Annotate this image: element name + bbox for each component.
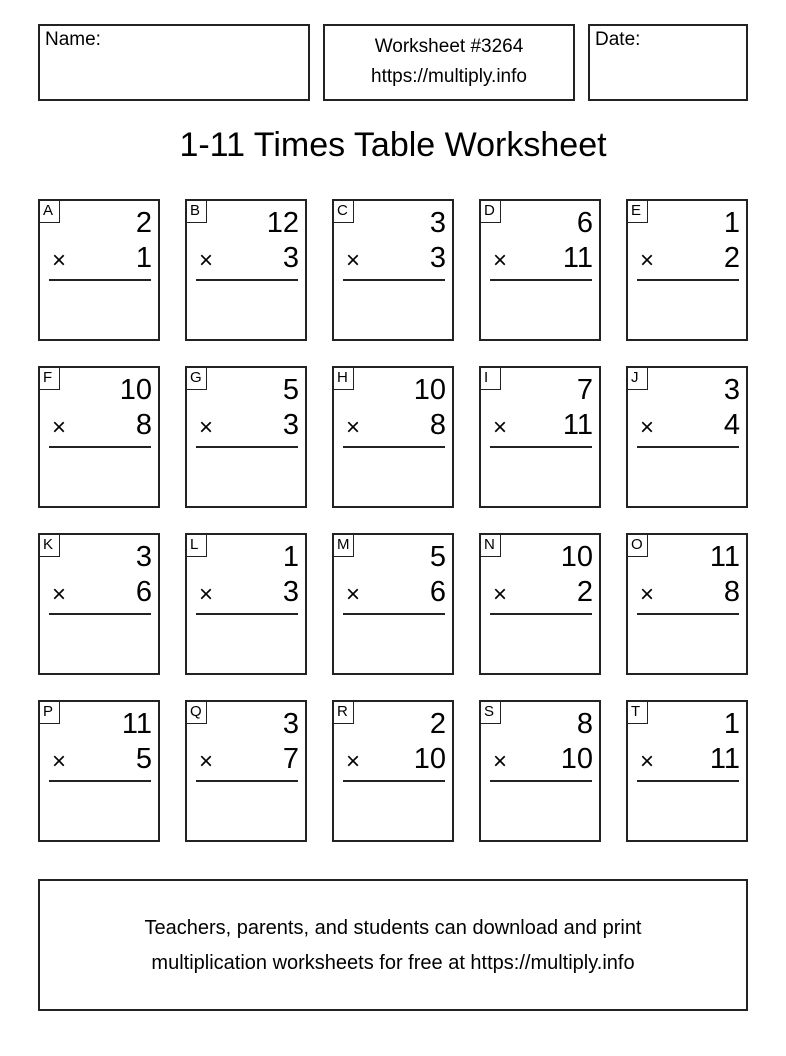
multiplier: 11 [562,409,593,441]
problem-letter: T [628,702,648,724]
multiplier: 4 [723,409,740,441]
times-sign: × [640,748,655,775]
answer-line [49,613,151,615]
problem-letter: D [481,201,501,223]
multiplier: 8 [723,576,740,608]
problem-letter: R [334,702,354,724]
times-sign: × [493,581,508,608]
footer-box [38,879,748,1011]
problem-letter: B [187,201,207,223]
problem-letter: G [187,368,207,390]
problem-card[interactable] [332,366,454,508]
name-label: Name: [45,29,101,50]
problem-letter: O [628,535,648,557]
times-sign: × [640,414,655,441]
date-field[interactable] [588,24,748,101]
answer-line [49,780,151,782]
problem-card[interactable] [185,533,307,675]
problem-card[interactable] [479,366,601,508]
multiplier: 8 [429,409,446,441]
problem-card[interactable] [38,366,160,508]
problem-card[interactable] [332,533,454,675]
problem-letter: H [334,368,354,390]
problem-card[interactable] [185,700,307,842]
multiplier: 3 [282,242,299,274]
multiplier: 11 [709,743,740,775]
name-field[interactable] [38,24,310,101]
problem-letter: I [481,368,501,390]
multiplier: 3 [282,409,299,441]
multiplicand: 3 [282,708,299,740]
answer-line [343,780,445,782]
answer-line [49,446,151,448]
multiplicand: 3 [723,374,740,406]
answer-line [637,446,739,448]
multiplier: 7 [282,743,299,775]
multiplicand: 1 [282,541,299,573]
multiplier: 2 [723,242,740,274]
problem-card[interactable] [38,199,160,341]
times-sign: × [640,247,655,274]
multiplier: 6 [429,576,446,608]
problem-letter: P [40,702,60,724]
multiplicand: 5 [282,374,299,406]
problem-letter: M [334,535,354,557]
multiplicand: 2 [429,708,446,740]
multiplier: 6 [135,576,152,608]
answer-line [490,446,592,448]
multiplicand: 12 [266,207,299,239]
multiplicand: 10 [413,374,446,406]
answer-line [490,780,592,782]
multiplicand: 3 [135,541,152,573]
multiplicand: 5 [429,541,446,573]
answer-line [637,613,739,615]
problem-card[interactable] [332,199,454,341]
problem-letter: F [40,368,60,390]
times-sign: × [493,748,508,775]
multiplier: 10 [560,743,593,775]
times-sign: × [52,748,67,775]
problem-card[interactable] [479,700,601,842]
multiplicand: 8 [576,708,593,740]
answer-line [49,279,151,281]
times-sign: × [640,581,655,608]
answer-line [637,780,739,782]
multiplier: 11 [562,242,593,274]
problem-letter: E [628,201,648,223]
answer-line [637,279,739,281]
multiplicand: 2 [135,207,152,239]
answer-line [343,446,445,448]
problem-letter: J [628,368,648,390]
worksheet-info-box [323,24,575,101]
multiplier: 10 [413,743,446,775]
problem-card[interactable] [38,700,160,842]
times-sign: × [493,414,508,441]
problem-letter: S [481,702,501,724]
problem-card[interactable] [479,199,601,341]
worksheet-url: https://multiply.info [371,66,527,87]
answer-line [196,780,298,782]
problem-card[interactable] [626,199,748,341]
page-title: 1-11 Times Table Worksheet [179,126,607,164]
times-sign: × [52,247,67,274]
multiplicand: 6 [576,207,593,239]
multiplicand: 10 [119,374,152,406]
multiplier: 8 [135,409,152,441]
multiplier: 1 [135,242,152,274]
times-sign: × [346,581,361,608]
times-sign: × [52,581,67,608]
problem-card[interactable] [185,366,307,508]
times-sign: × [346,247,361,274]
multiplicand: 1 [723,708,740,740]
worksheet-number: Worksheet #3264 [374,36,524,57]
times-sign: × [346,414,361,441]
multiplicand: 11 [709,541,740,573]
times-sign: × [493,247,508,274]
problem-card[interactable] [38,533,160,675]
problem-card[interactable] [479,533,601,675]
times-sign: × [199,581,214,608]
multiplier: 3 [282,576,299,608]
times-sign: × [346,748,361,775]
times-sign: × [199,247,214,274]
problem-card[interactable] [626,366,748,508]
multiplicand: 1 [723,207,740,239]
problem-letter: N [481,535,501,557]
footer-line-2: multiplication worksheets for free at https://multiply.info [151,952,635,974]
problem-card[interactable] [626,533,748,675]
multiplier: 5 [135,743,152,775]
answer-line [490,279,592,281]
times-sign: × [199,414,214,441]
multiplicand: 3 [429,207,446,239]
answer-line [343,613,445,615]
answer-line [196,446,298,448]
problem-letter: C [334,201,354,223]
date-label: Date: [595,29,641,50]
answer-line [490,613,592,615]
problem-letter: K [40,535,60,557]
multiplicand: 7 [576,374,593,406]
multiplicand: 10 [560,541,593,573]
problem-card[interactable] [626,700,748,842]
times-sign: × [199,748,214,775]
answer-line [196,279,298,281]
problem-card[interactable] [332,700,454,842]
problem-letter: A [40,201,60,223]
footer-line-1: Teachers, parents, and students can download and print [144,917,642,939]
problem-card[interactable] [185,199,307,341]
answer-line [343,279,445,281]
multiplier: 2 [576,576,593,608]
answer-line [196,613,298,615]
times-sign: × [52,414,67,441]
problem-letter: L [187,535,207,557]
multiplicand: 11 [121,708,152,740]
multiplier: 3 [429,242,446,274]
problem-letter: Q [187,702,207,724]
